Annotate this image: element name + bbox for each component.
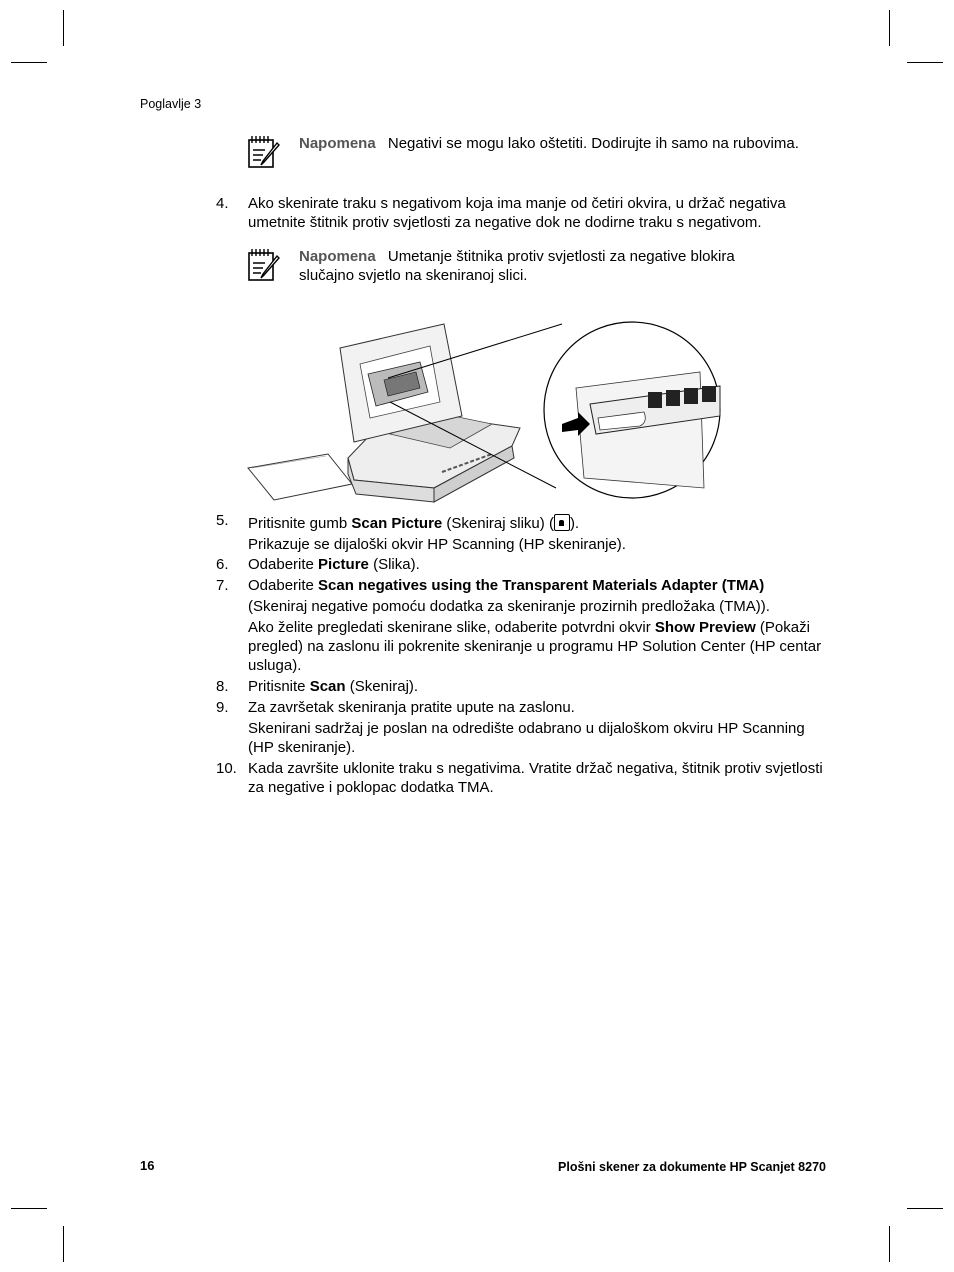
step-5 bbox=[216, 511, 826, 556]
step-8 bbox=[216, 677, 826, 698]
step-number: 5. bbox=[216, 512, 229, 529]
option-name: Picture bbox=[318, 556, 369, 573]
footer-title: Plošni skener za dokumente HP Scanjet 8270 bbox=[558, 1160, 826, 1174]
step-text-part: Ako želite pregledati skenirane slike, odaberite potvrdni okvir bbox=[248, 619, 655, 636]
step-text bbox=[248, 514, 826, 533]
step-number: 7. bbox=[216, 577, 229, 594]
scanner-illustration bbox=[244, 318, 726, 504]
note-label: Napomena bbox=[299, 135, 376, 152]
step-text bbox=[248, 555, 826, 574]
step-text: Ako skenirate traku s negativom koja ima manje od četiri okvira, u držač negativa umetnite štitnik protiv svjetlosti za negative dok ne dodirne traku s negativom. bbox=[248, 195, 786, 231]
step-text: (Skeniraj negative pomoću dodatka za skeniranje prozirnih predložaka (TMA)). bbox=[248, 598, 770, 615]
step-text-part: Odaberite bbox=[248, 556, 319, 573]
notepad-pencil-icon bbox=[246, 247, 282, 283]
step-text-part: Pritisnite gumb bbox=[248, 515, 352, 532]
crop-mark bbox=[907, 62, 943, 63]
page-number: 16 bbox=[140, 1158, 155, 1173]
scan-picture-icon bbox=[554, 514, 570, 531]
note-text bbox=[299, 134, 836, 153]
step-text bbox=[248, 677, 826, 696]
step-number: 6. bbox=[216, 556, 229, 573]
step-text: Kada završite uklonite traku s negativima. Vratite držač negativa, štitnik protiv svjetlosti za negative i poklopac dodatka TMA. bbox=[248, 760, 823, 796]
step-result: Skenirani sadržaj je poslan na odredište odabrano u dijaloškom okviru HP Scanning (HP skeniranje). bbox=[248, 720, 805, 756]
crop-mark bbox=[907, 1208, 943, 1209]
step-text bbox=[248, 576, 826, 595]
step-text-part: ). bbox=[569, 515, 580, 532]
step-text-part: (Skeniraj sliku) ( bbox=[442, 515, 554, 532]
note-label: Napomena bbox=[299, 248, 376, 265]
step-text bbox=[248, 618, 826, 675]
crop-mark bbox=[11, 62, 47, 63]
option-name: Scan negatives using the Transparent Materials Adapter (TMA) bbox=[318, 577, 765, 594]
crop-mark bbox=[889, 1226, 890, 1262]
step-4 bbox=[216, 194, 826, 234]
running-head: Poglavlje 3 bbox=[140, 97, 202, 111]
note-2 bbox=[246, 247, 776, 285]
step-6 bbox=[216, 555, 826, 576]
step-text-part: (Slika). bbox=[368, 556, 420, 573]
crop-mark bbox=[63, 1226, 64, 1262]
note-body: Negativi se mogu lako oštetiti. Dodirujte ih samo na rubovima. bbox=[387, 135, 799, 152]
button-name: Scan bbox=[309, 678, 346, 695]
step-7 bbox=[216, 576, 826, 677]
crop-mark bbox=[63, 10, 64, 46]
step-text-part: (Skeniraj). bbox=[345, 678, 419, 695]
step-number: 10. bbox=[216, 760, 237, 777]
notepad-pencil-icon bbox=[246, 134, 282, 170]
step-result: Prikazuje se dijaloški okvir HP Scanning (HP skeniranje). bbox=[248, 536, 626, 553]
step-number: 8. bbox=[216, 678, 229, 695]
crop-mark bbox=[11, 1208, 47, 1209]
step-text-part: Odaberite bbox=[248, 577, 319, 594]
step-10 bbox=[216, 759, 826, 799]
step-number: 4. bbox=[216, 195, 229, 212]
checkbox-name: Show Preview bbox=[654, 619, 756, 636]
note-1 bbox=[246, 134, 836, 153]
crop-mark bbox=[889, 10, 890, 46]
step-number: 9. bbox=[216, 699, 229, 716]
note-text bbox=[299, 247, 776, 285]
note-body: Umetanje štitnika protiv svjetlosti za negative blokira slučajno svjetlo na skeniranoj slici. bbox=[299, 248, 735, 284]
step-text: Za završetak skeniranja pratite upute na zaslonu. bbox=[248, 699, 575, 716]
step-text-part: Pritisnite bbox=[248, 678, 310, 695]
button-name: Scan Picture bbox=[351, 515, 443, 532]
step-9 bbox=[216, 698, 826, 759]
step-text-part: (Pokaži pregled) na zaslonu ili pokrenite skeniranje u programu HP Solution Center (HP centar usluga). bbox=[248, 619, 822, 674]
